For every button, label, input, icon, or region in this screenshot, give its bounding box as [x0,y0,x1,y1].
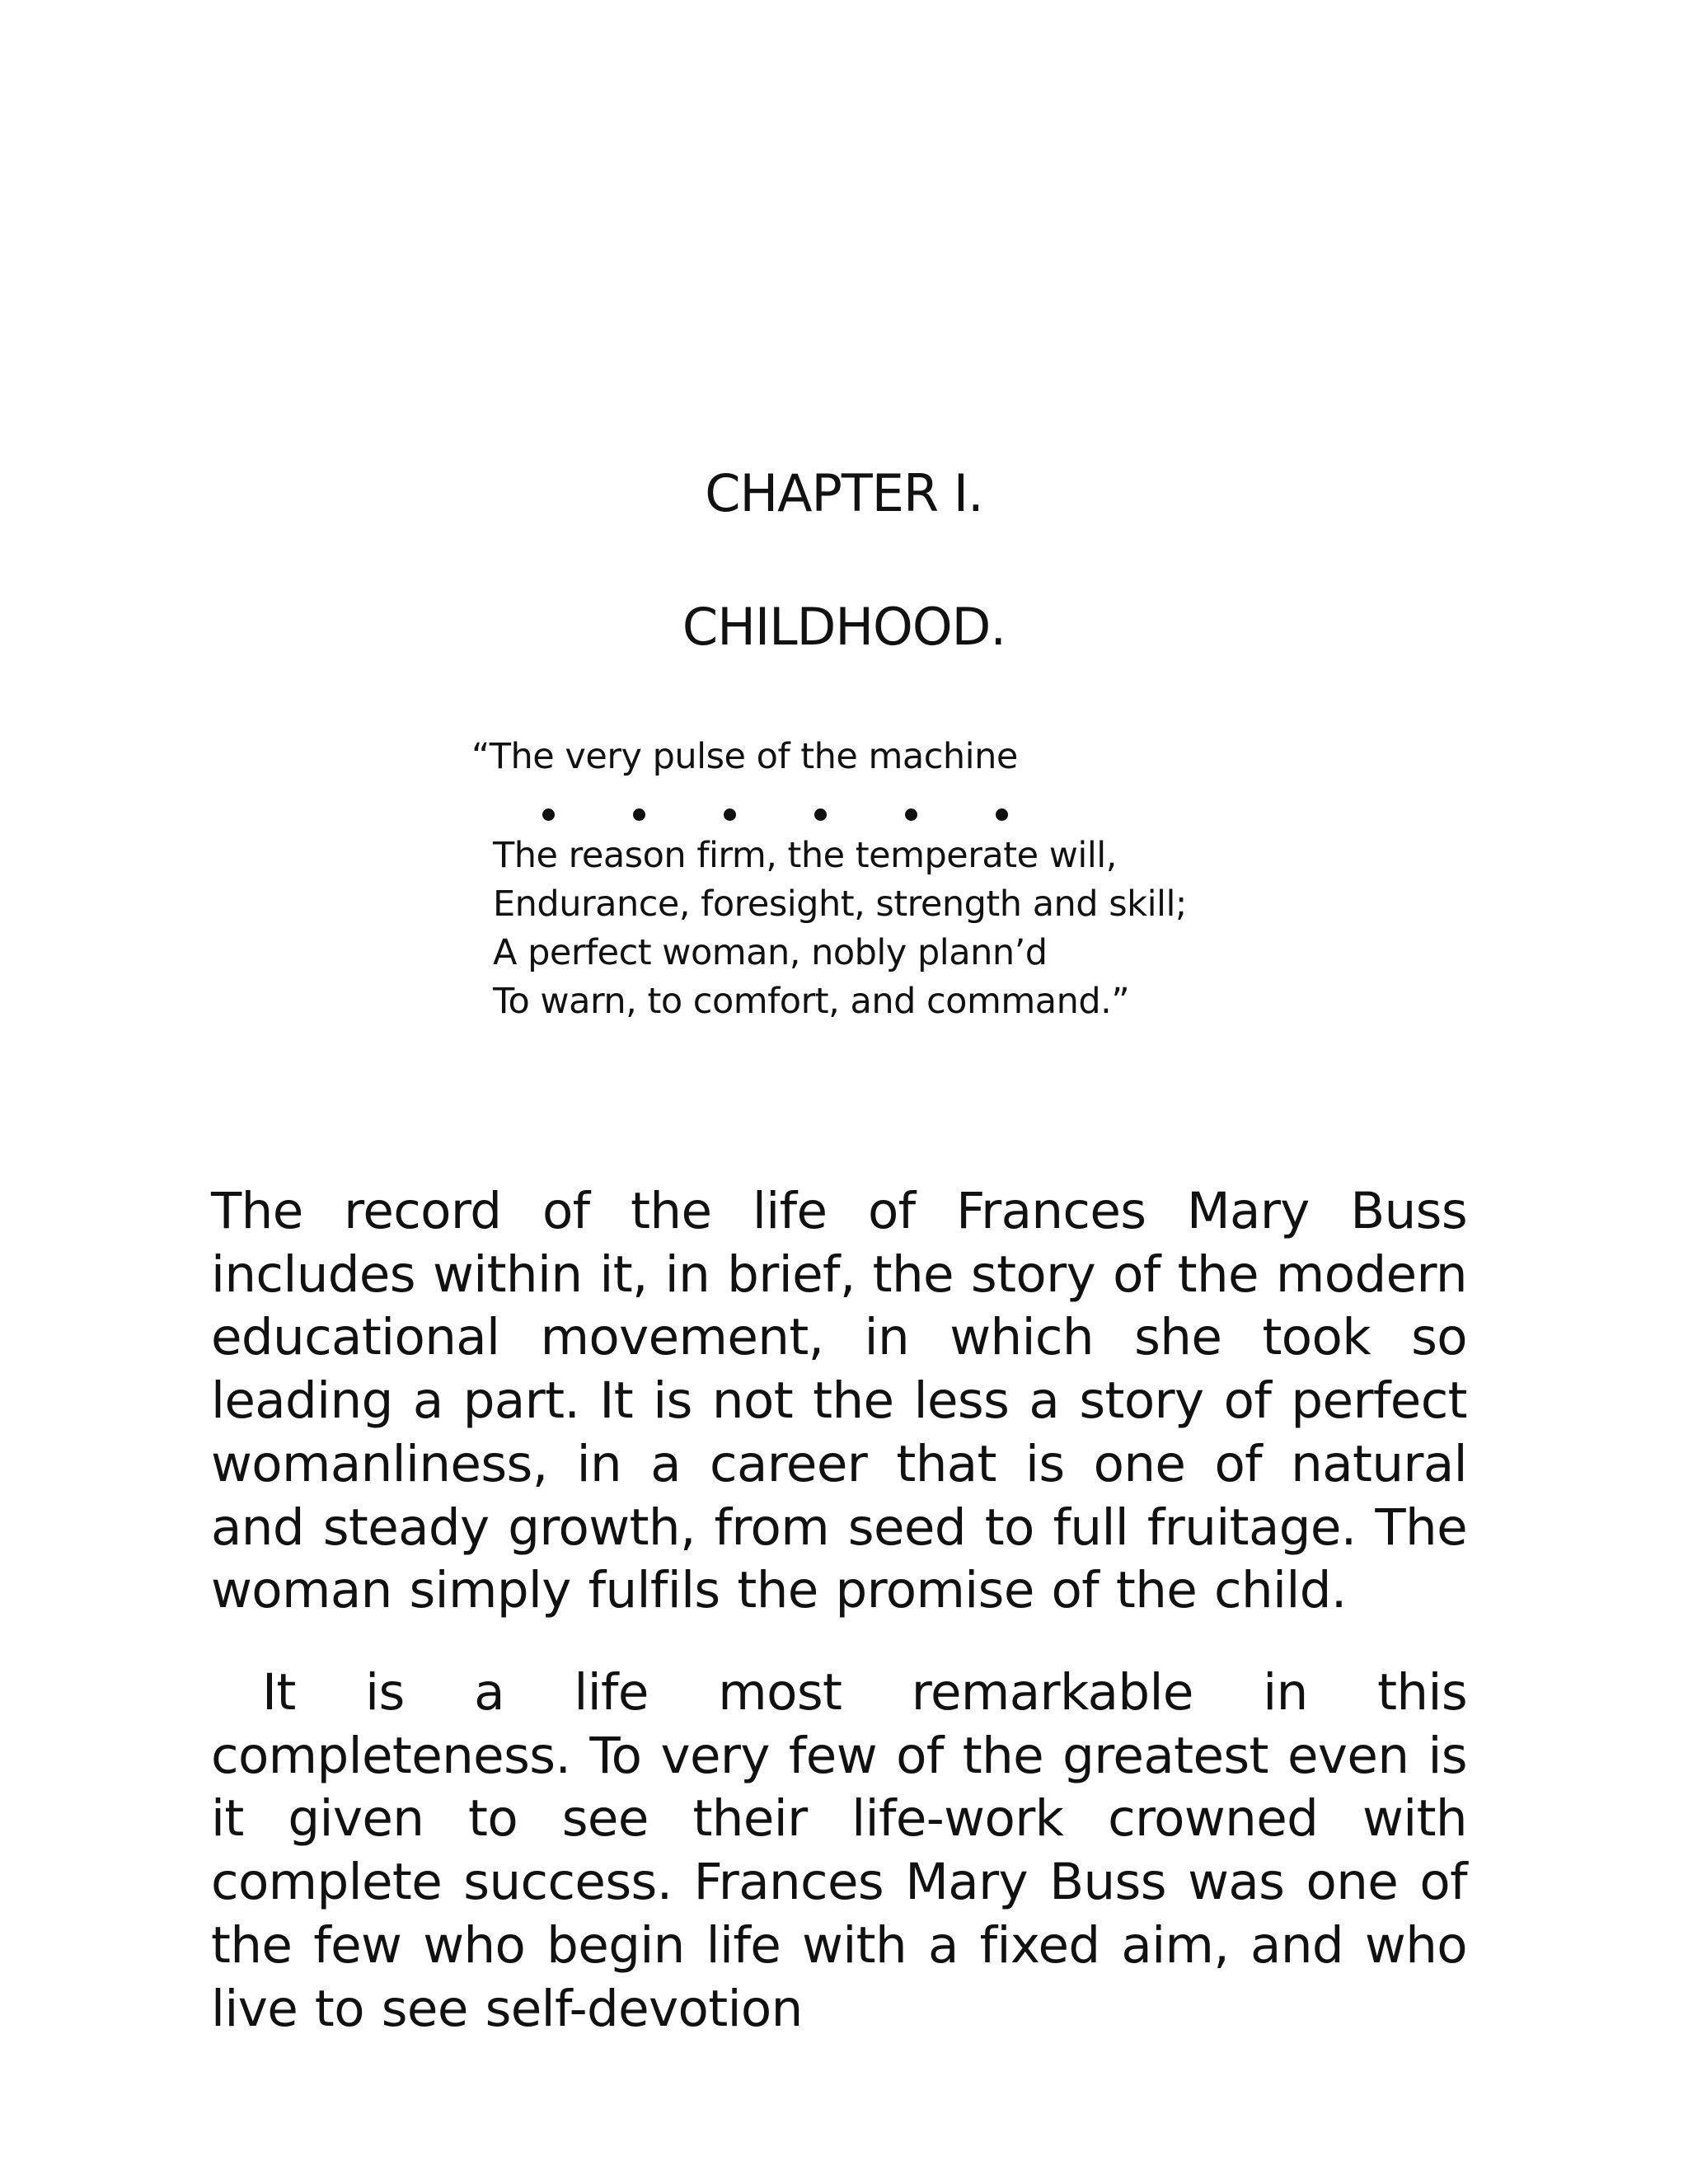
epigraph-line-4: A perfect woman, nobly plann’d [493,932,1048,973]
ellipsis-dot [724,808,736,821]
ellipsis-dot [542,808,555,821]
epigraph-line-2: The reason firm, the temperate will, [493,835,1117,876]
ellipsis-dot [633,808,645,821]
body-paragraph-1: The record of the life of Frances Mary Buss includes within it, in brief, the story of the modern educational movement, in which she took so leading a part. It is not the less a story of perfect womanliness, in a career that is one of natural and steady growth, from seed to full fruitage. The woman simply fulfils the promise of the child. [211,1182,1467,1620]
ellipsis-dot [996,808,1008,821]
chapter-title: CHILDHOOD. [682,597,1006,657]
epigraph-line-3: Endurance, foresight, strength and skill; [493,883,1187,925]
epigraph-line-5: To warn, to comfort, and command.” [493,981,1130,1022]
ellipsis-dot [905,808,917,821]
ellipsis-dot [814,808,827,821]
chapter-number: CHAPTER I. [705,463,983,523]
body-paragraph-2: It is a life most remarkable in this completeness. To very few of the greatest even is it given to see their life-work crowned with complete success. Frances Mary Buss was one of the few who begin life with a fixed aim, and who live to see self-devotion [211,1663,1467,2038]
epigraph-line-1: “The very pulse of the machine [471,736,1018,777]
epigraph-ellipsis [542,804,1016,825]
